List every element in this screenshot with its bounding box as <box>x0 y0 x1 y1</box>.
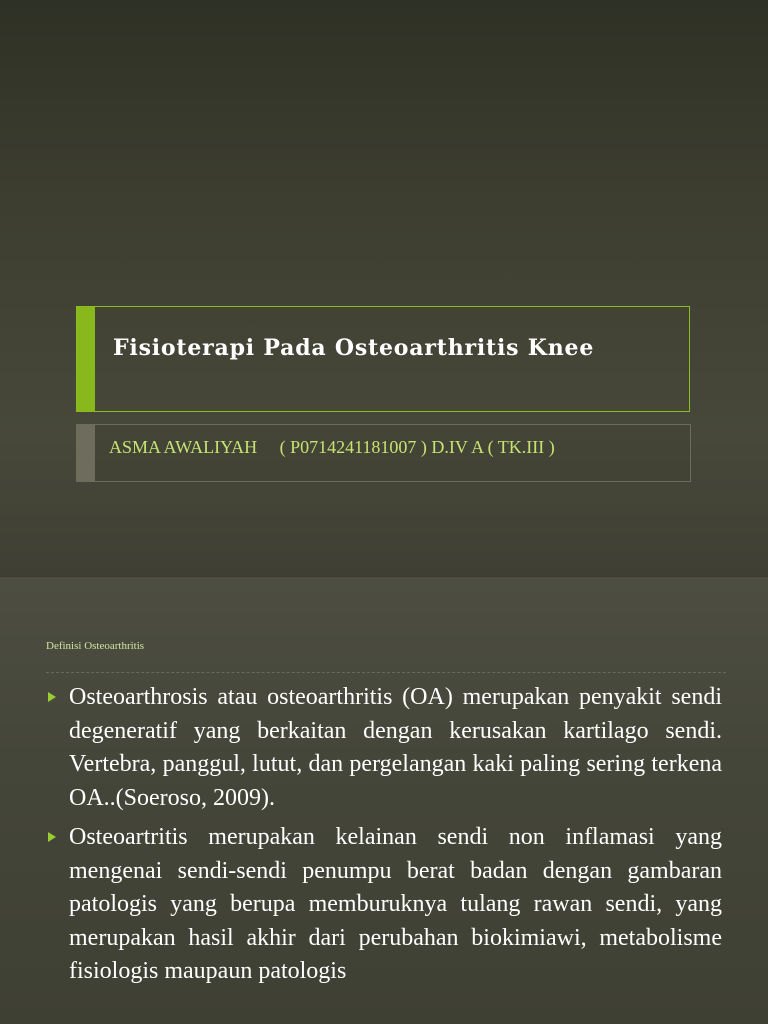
title-box <box>76 306 690 412</box>
bullet-text: Osteoartritis merupakan kelainan sendi non inflamasi yang mengenai sendi-sendi penumpu berat badan dengan gambaran patologis yang berupa memburuknya tulang rawan sendi, yang merupakan hasil akhir dari perubahan biokimiawi, metabolisme fisiologis maupaun patologis <box>69 824 722 984</box>
slide-title: Fisioterapi Pada Osteoarthritis Knee <box>113 335 595 361</box>
bullet-list <box>45 681 722 995</box>
content-heading: Definisi Osteoarthritis <box>46 640 145 652</box>
slide-subtitle: ASMA AWALIYAH ( P0714241181007 ) D.IV A ( TK.III ) <box>109 437 555 457</box>
bullet-text: Osteoarthrosis atau osteoarthritis (OA) merupakan penyakit sendi degeneratif yang berkaitan dengan kerusakan kartilago sendi. Vertebra, panggul, lutut, dan pergelangan kaki paling sering terkena OA..(Soeroso, 2009). <box>69 684 722 811</box>
bullet-item <box>45 821 722 989</box>
triangle-bullet-icon <box>48 832 56 842</box>
bullet-item <box>45 681 722 815</box>
triangle-bullet-icon <box>48 692 56 702</box>
content-slide <box>0 577 768 1024</box>
subtitle-box <box>76 424 691 482</box>
subtitle-accent-bar <box>77 425 95 481</box>
heading-divider <box>46 672 726 673</box>
title-accent-bar <box>77 307 95 411</box>
